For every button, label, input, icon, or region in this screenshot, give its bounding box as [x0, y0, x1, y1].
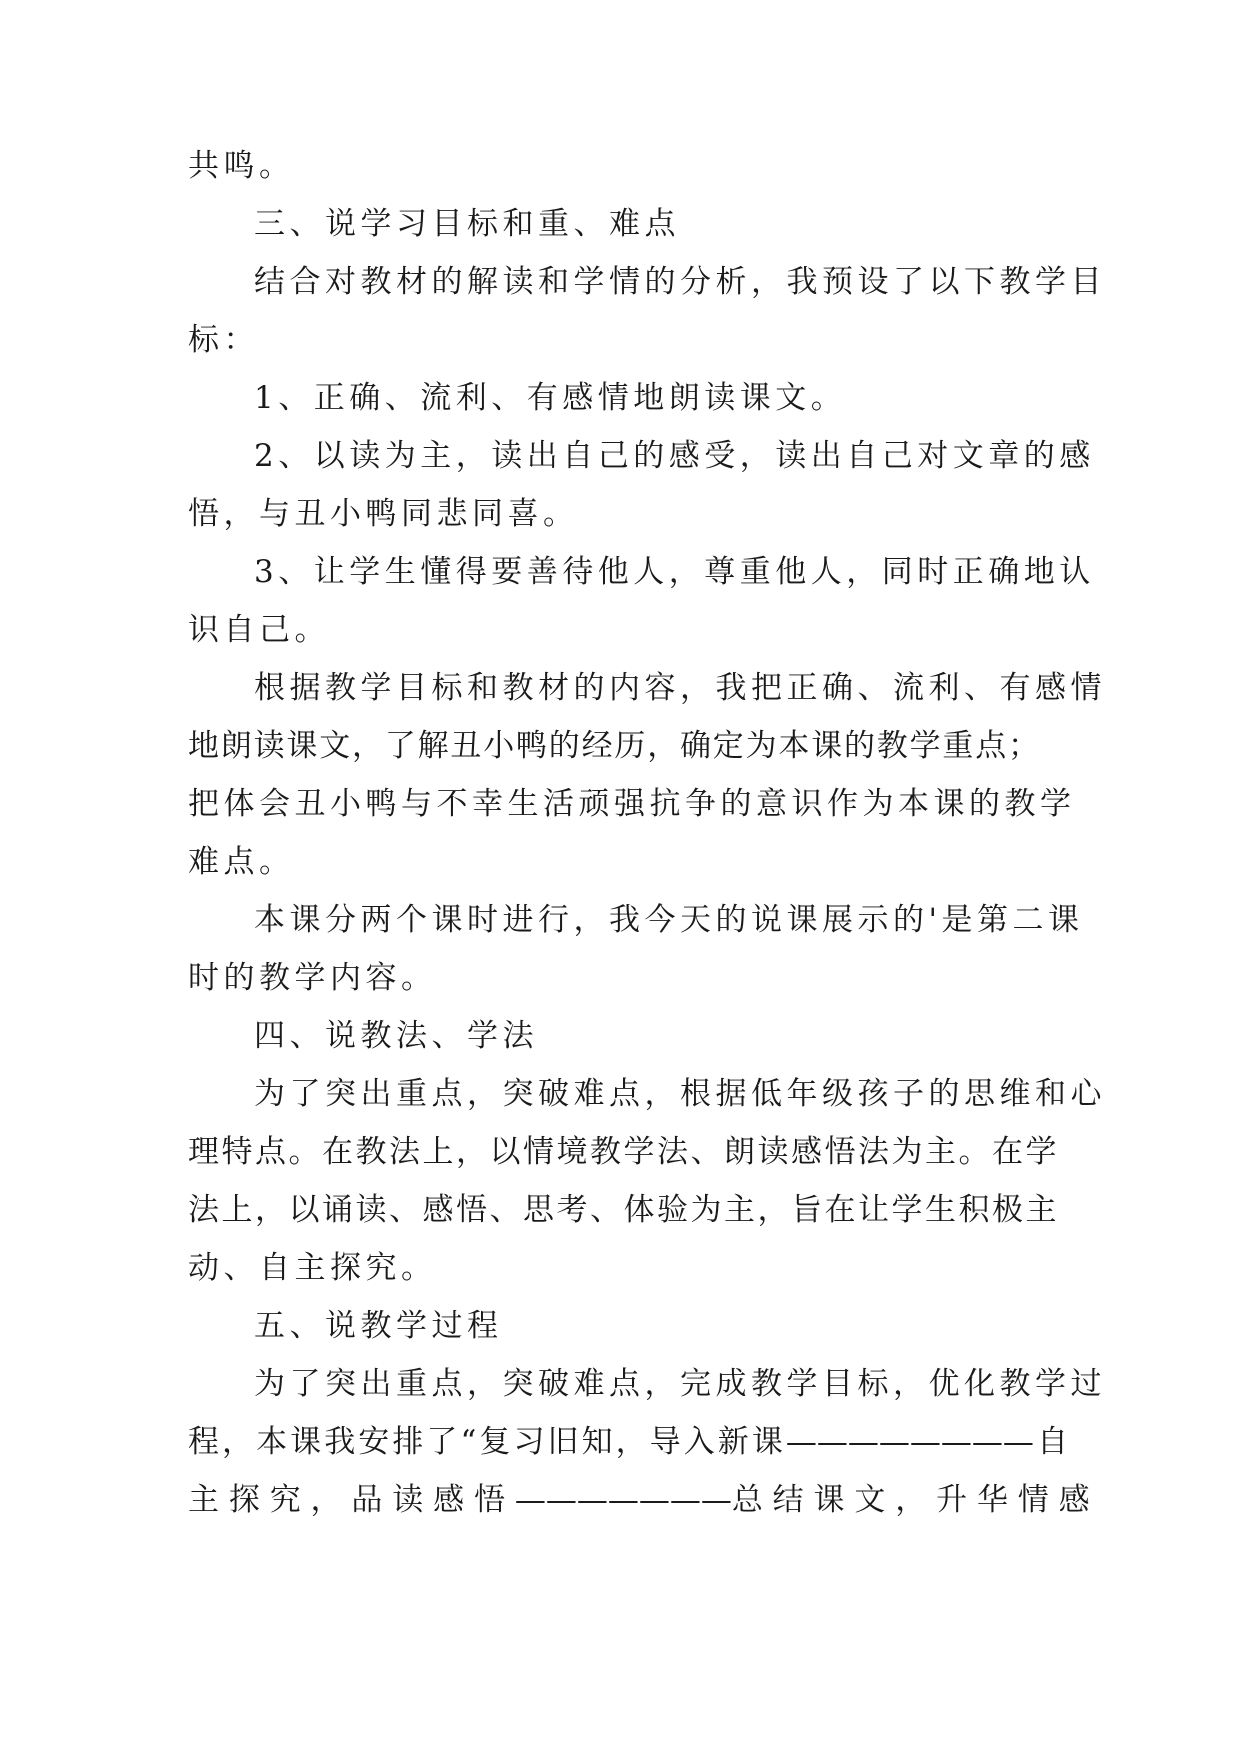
text-line: 为了突出重点，突破难点，根据低年级孩子的思维和心 [254, 1076, 1106, 1112]
list-item: 3、让学生懂得要善待他人，尊重他人，同时正确地认 [254, 554, 1095, 590]
text-line: 识自己。 [188, 612, 330, 648]
text-line: 结合对教材的解读和学情的分析，我预设了以下教学目 [254, 264, 1106, 300]
text-line: 悟，与丑小鸭同悲同喜。 [188, 496, 579, 532]
section-heading: 四、说教法、学法 [254, 1018, 538, 1054]
section-heading: 五、说教学过程 [254, 1308, 503, 1344]
text-line: 标： [188, 322, 259, 358]
list-item: 2、以读为主，读出自己的感受，读出自己对文章的感 [254, 438, 1095, 474]
section-heading: 三、说学习目标和重、难点 [254, 206, 680, 242]
list-item: 1、正确、流利、有感情地朗读课文。 [254, 380, 847, 416]
text-line: 本课分两个课时进行，我今天的说课展示的'是第二课 [254, 902, 1084, 938]
text-line: 把体会丑小鸭与不幸生活顽强抗争的意识作为本课的教学 [188, 786, 1076, 822]
text-line: 地朗读课文，了解丑小鸭的经历，确定为本课的教学重点； [188, 728, 1041, 764]
text-line: 程，本课我安排了“复习旧知，导入新课————————自 [188, 1424, 1068, 1460]
text-line: 主 探 究 ， 品 读 感 悟 ———————总 结 课 文 ， 升 华 情 感 [188, 1482, 1090, 1518]
text-line: 法上，以诵读、感悟、思考、体验为主，旨在让学生积极主 [188, 1192, 1059, 1228]
text-line: 动、自主探究。 [188, 1250, 437, 1286]
text-line: 根据教学目标和教材的内容，我把正确、流利、有感情 [254, 670, 1106, 706]
text-line: 难点。 [188, 844, 295, 880]
text-line: 为了突出重点，突破难点，完成教学目标，优化教学过 [254, 1366, 1106, 1402]
text-line: 共鸣。 [188, 148, 295, 184]
text-line: 时的教学内容。 [188, 960, 437, 996]
text-line: 理特点。在教法上，以情境教学法、朗读感悟法为主。在学 [188, 1134, 1059, 1170]
